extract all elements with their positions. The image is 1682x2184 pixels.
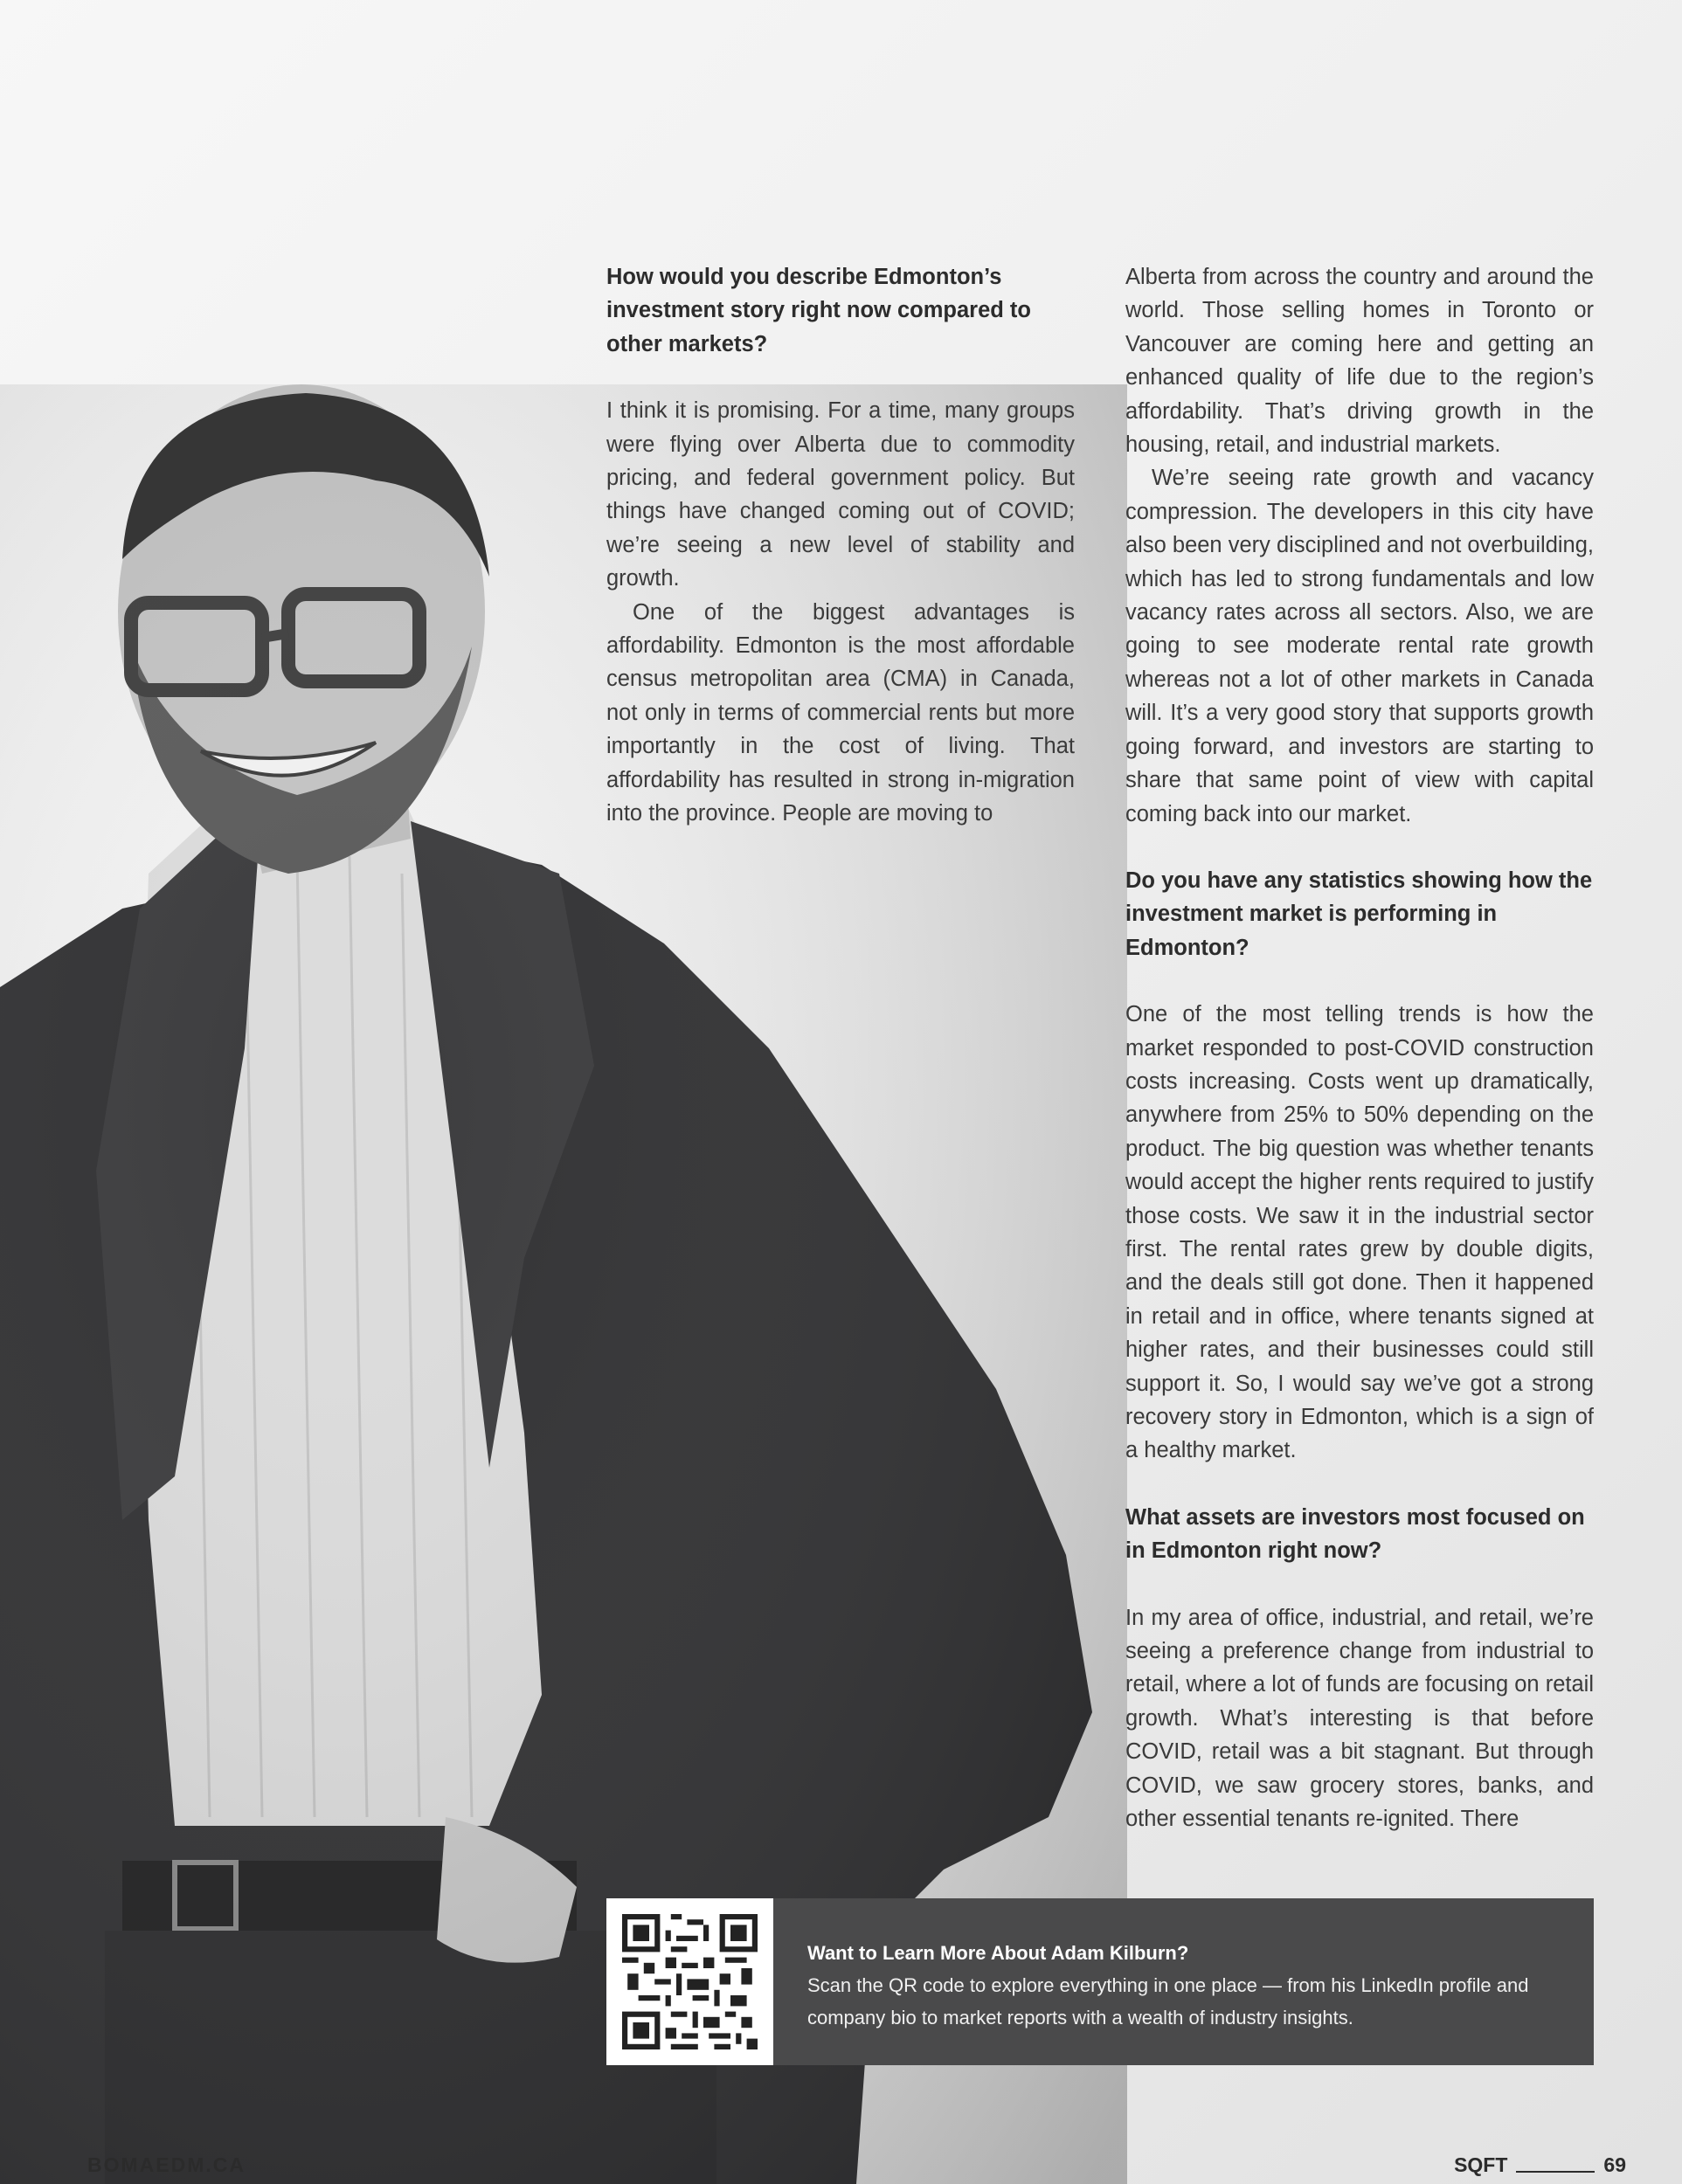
footer-page-number: 69 [1603,2153,1626,2176]
footer-divider-rule [1516,2171,1595,2173]
qr-code-icon [622,1914,758,2049]
question-heading: Do you have any statistics showing how the investment market is performing in Edmonton? [1125,867,1593,960]
answer-paragraph: I think it is promising. For a time, many groups were flying over Alberta due to commodity pricing, and federal government policy. But things have changed coming out of COVID; we’re seeing a new level of stability and growth. [606,398,1075,591]
answer-paragraph: We’re seeing rate growth and vacancy compression. The developers in this city have also been very disciplined and not overbuilding, which has led to strong fundamentals and low vacancy rates across all sectors. Also, we are going to see moderate rental rate growth whereas not a lot of other markets in Canada will. It’s a very good story that supports growth going forward, and investors are starting to share that same point of view with capital coming back into our market. [1125,466,1594,826]
article-left-column [606,260,1075,831]
question-heading: What assets are investors most focused on in Edmonton right now? [1125,1504,1585,1564]
footer-folio [1454,2153,1626,2177]
promo-description: Scan the QR code to explore everything in one place — from his LinkedIn profile and company bio to market reports with a wealth of industry insights. [807,1974,1529,2028]
answer-paragraph: One of the most telling trends is how the market responded to post-COVID construction costs increasing. Costs went up dramatically, anywhere from 25% to 50% depending on the product. The big question was whether tenants would accept the higher rents required to justify those costs. We saw it in the industrial sector first. The rental rates grew by double digits, and the deals still got done. Then it happened in retail and in office, where tenants signed at higher rates, and their businesses could still support it. So, I would say we’ve got a strong recovery story in Edmonton, which is a sign of a healthy market. [1125,1002,1594,1463]
answer-paragraph: Alberta from across the country and around the world. Those selling homes in Toronto or Vancouver are coming here and getting an enhanced quality of life due to the region’s affordability. That’s driving growth in the housing, retail, and industrial markets. [1125,265,1594,458]
promo-title: Want to Learn More About Adam Kilburn? [807,1942,1189,1964]
question-heading: How would you describe Edmonton’s investment story right now compared to other markets? [606,265,1031,356]
article-right-column [1125,260,1594,1835]
answer-paragraph: In my area of office, industrial, and retail, we’re seeing a preference change from industrial to retail, where a lot of funds are focusing on retail growth. What’s interesting is that before COVID, retail was a bit stagnant. But through COVID, we saw grocery stores, banks, and other essential tenants re-ignited. There [1125,1605,1594,1832]
footer-site-url[interactable]: BOMAEDM.CA [87,2153,246,2176]
footer-magazine-name: SQFT [1454,2153,1508,2176]
promo-box [606,1898,1594,2065]
answer-paragraph: One of the biggest advantages is affordability. Edmonton is the most affordable census metropolitan area (CMA) in Canada, not only in terms of commercial rents but more importantly in the cost of living. That affordability has resulted in strong in-migration into the province. People are moving to [606,599,1075,826]
qr-code[interactable] [606,1898,773,2065]
